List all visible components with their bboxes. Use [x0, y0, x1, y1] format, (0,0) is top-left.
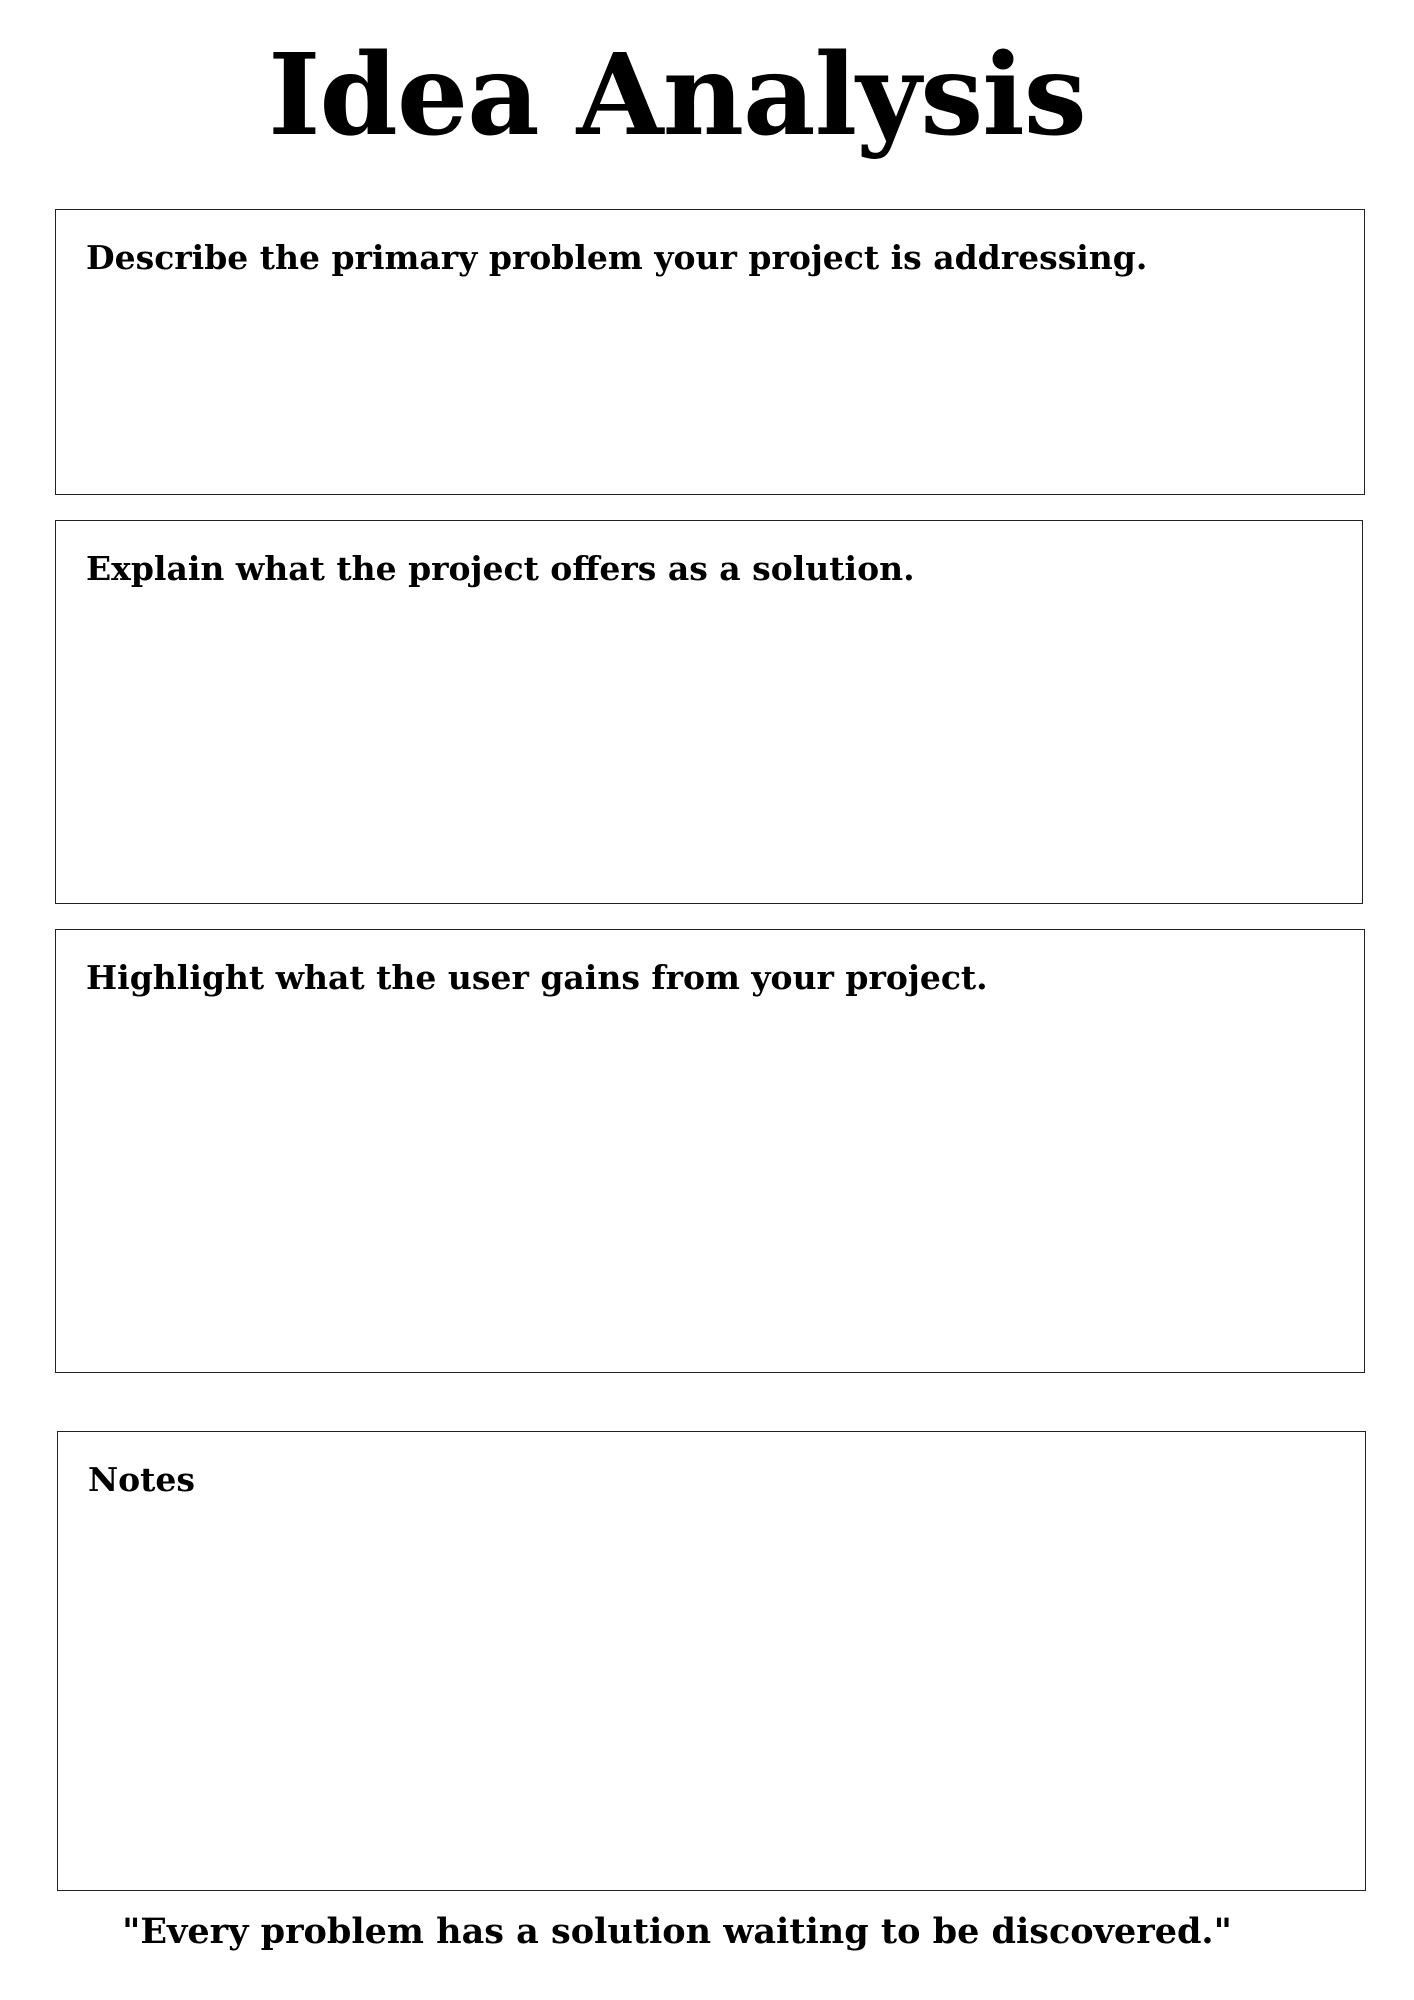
- problem-prompt: Describe the primary problem your project is addressing.: [86, 238, 1148, 277]
- solution-prompt: Explain what the project offers as a solution.: [86, 549, 915, 588]
- user-benefits-prompt: Highlight what the user gains from your project.: [86, 958, 988, 997]
- page-title: Idea Analysis: [268, 30, 1086, 161]
- notes-heading: Notes: [88, 1460, 195, 1499]
- footer-quote: "Every problem has a solution waiting to be discovered.": [122, 1911, 1232, 1952]
- notes-box[interactable]: [57, 1431, 1366, 1891]
- user-benefits-box[interactable]: [55, 929, 1365, 1373]
- problem-box[interactable]: [55, 209, 1365, 495]
- solution-box[interactable]: [55, 520, 1363, 904]
